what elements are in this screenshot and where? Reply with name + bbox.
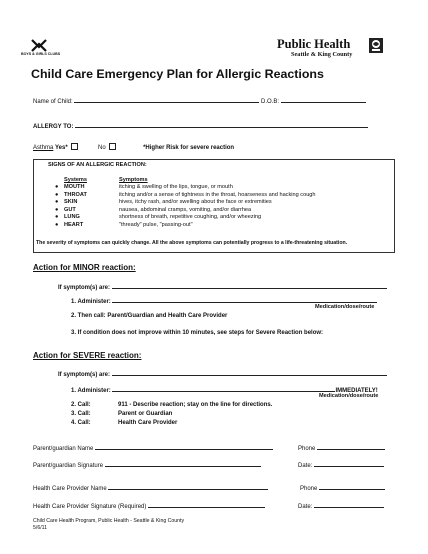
system-name: MOUTH [64,184,85,190]
bullet-icon: ● [55,191,59,198]
parent-phone-row [298,443,385,453]
severe-step2-text: 911 - Describe reaction; stay on the line for directions. [118,402,273,408]
symptom-text: "thready" pulse, "passing-out" [119,221,193,228]
severe-step4-num: 4. Call: [71,420,91,426]
allergy-field[interactable] [75,121,368,128]
public-health-subtitle: Seattle & King County [291,51,353,58]
provider-date-label: Date: [298,504,313,510]
minor-symptoms-field[interactable] [112,282,387,289]
system-name: LUNG [64,214,80,220]
asthma-no-checkbox[interactable] [109,143,116,150]
parent-sig-label: Parent/guardian Signature [33,463,104,469]
parent-name-field[interactable] [95,443,273,450]
severity-warning: The severity of symptoms can quickly change. All the above symptoms can potentially progress to a life-threatening situation. [36,240,348,246]
parent-phone-field[interactable] [317,443,385,450]
asthma-no-label: No [98,145,106,151]
provider-sig-label: Health Care Provider Signature (Required) [33,504,147,510]
signs-heading: SIGNS OF AN ALLERGIC REACTION: [48,162,147,168]
minor-if-symptoms-label: If symptom(s) are: [58,285,111,291]
dob-label: D.O.B: [261,99,280,105]
asthma-row [33,143,393,152]
boys-girls-clubs-icon [23,39,55,59]
provider-name-label: Health Care Provider Name [33,486,107,492]
severe-step2 [71,401,272,409]
boys-girls-clubs-logo [21,39,61,64]
minor-heading: Action for MINOR reaction: [33,263,136,272]
name-row [33,96,366,106]
parent-sig-field[interactable] [105,460,261,467]
minor-step3: 3. If condition does not improve within 10 minutes, see steps for Severe Reaction below: [71,330,324,336]
asthma-label: Asthma [33,145,54,151]
symptom-text: hives, itchy rash, and/or swelling about the face or extremities [119,199,272,205]
provider-name-field[interactable] [108,483,268,490]
dob-field[interactable] [281,96,366,103]
bullet-icon: ● [55,206,59,213]
provider-phone-row [300,483,385,493]
bullet-icon: ● [55,214,59,220]
system-name: SKIN [64,199,78,205]
provider-date-row [298,501,384,511]
bullet-icon: ● [55,184,59,190]
severe-med-label: Medication/dose/route [319,393,379,399]
bullet-icon: ● [55,199,59,205]
footer [33,518,184,531]
parent-name-label: Parent/guardian Name [33,446,94,452]
provider-phone-field[interactable] [319,483,385,490]
systems-header: Systems [64,177,88,183]
severe-step2-num: 2. Call: [71,402,91,408]
footer-date: 5/6/11 [33,524,48,531]
minor-step2: 2. Then call: Parent/Guardian and Health Care Provider [71,313,228,319]
parent-sig-row [33,460,261,470]
severe-heading: Action for SEVERE reaction: [33,351,142,360]
king-county-emblem-icon [369,38,383,53]
minor-med-label: Medication/dose/route [315,304,375,310]
name-field[interactable] [74,96,259,103]
minor-if-symptoms-row [58,282,387,292]
name-label: Name of Child: [33,99,73,105]
parent-date-row [298,460,384,470]
severe-symptoms-field[interactable] [112,369,387,376]
provider-date-field[interactable] [314,501,384,508]
severe-if-symptoms-label: If symptom(s) are: [58,372,111,378]
severe-administer-label: 1. Administer: [71,388,111,394]
symptom-text: itching and/or a sense of tightness in the throat, hoarseness and hacking cough [119,191,316,198]
severe-step3 [71,410,172,418]
page-title: Child Care Emergency Plan for Allergic Reactions [31,67,324,81]
minor-administer-label: 1. Administer: [71,299,111,305]
severe-step3-text: Parent or Guardian [118,411,173,417]
severe-step4-text: Health Care Provider [118,420,178,426]
provider-sig-row [33,501,265,511]
parent-phone-label: Phone [298,446,316,452]
severe-administer-field[interactable] [112,385,335,392]
public-health-title: Public Health [277,37,351,51]
symptoms-header: Symptoms [119,177,148,183]
bullet-icon: ● [55,221,59,228]
severe-step4 [71,419,177,427]
immediately-label: IMMEDIATELY! [335,388,378,394]
provider-name-row [33,483,268,493]
minor-administer-field[interactable] [112,296,377,303]
severe-step3-num: 3. Call: [71,411,91,417]
allergy-label: ALLERGY TO: [33,124,74,130]
asthma-yes-label: Yes* [55,145,68,151]
system-name: GUT [64,206,76,213]
provider-sig-field[interactable] [148,501,265,508]
system-name: THROAT [64,191,87,198]
public-health-logo [277,38,352,58]
risk-note: *Higher Risk for severe reaction [143,145,235,151]
symptom-text: nausea, abdominal cramps, vomiting, and/or diarrhea [119,206,252,213]
parent-date-label: Date: [298,463,313,469]
provider-phone-label: Phone [300,486,318,492]
footer-line1: Child Care Health Program, Public Health - Seattle & King County [33,518,185,524]
severe-if-symptoms-row [58,369,387,379]
parent-date-field[interactable] [314,460,384,467]
symptom-text: itching & swelling of the lips, tongue, or mouth [119,184,233,190]
allergy-row [33,121,368,131]
parent-name-row [33,443,273,453]
boys-girls-clubs-text: BOYS & GIRLS CLUBS [21,52,61,56]
symptom-text: shortness of breath, repetitive coughing, and/or wheezing [119,214,262,220]
asthma-yes-checkbox[interactable] [71,143,78,150]
system-name: HEART [64,221,84,228]
